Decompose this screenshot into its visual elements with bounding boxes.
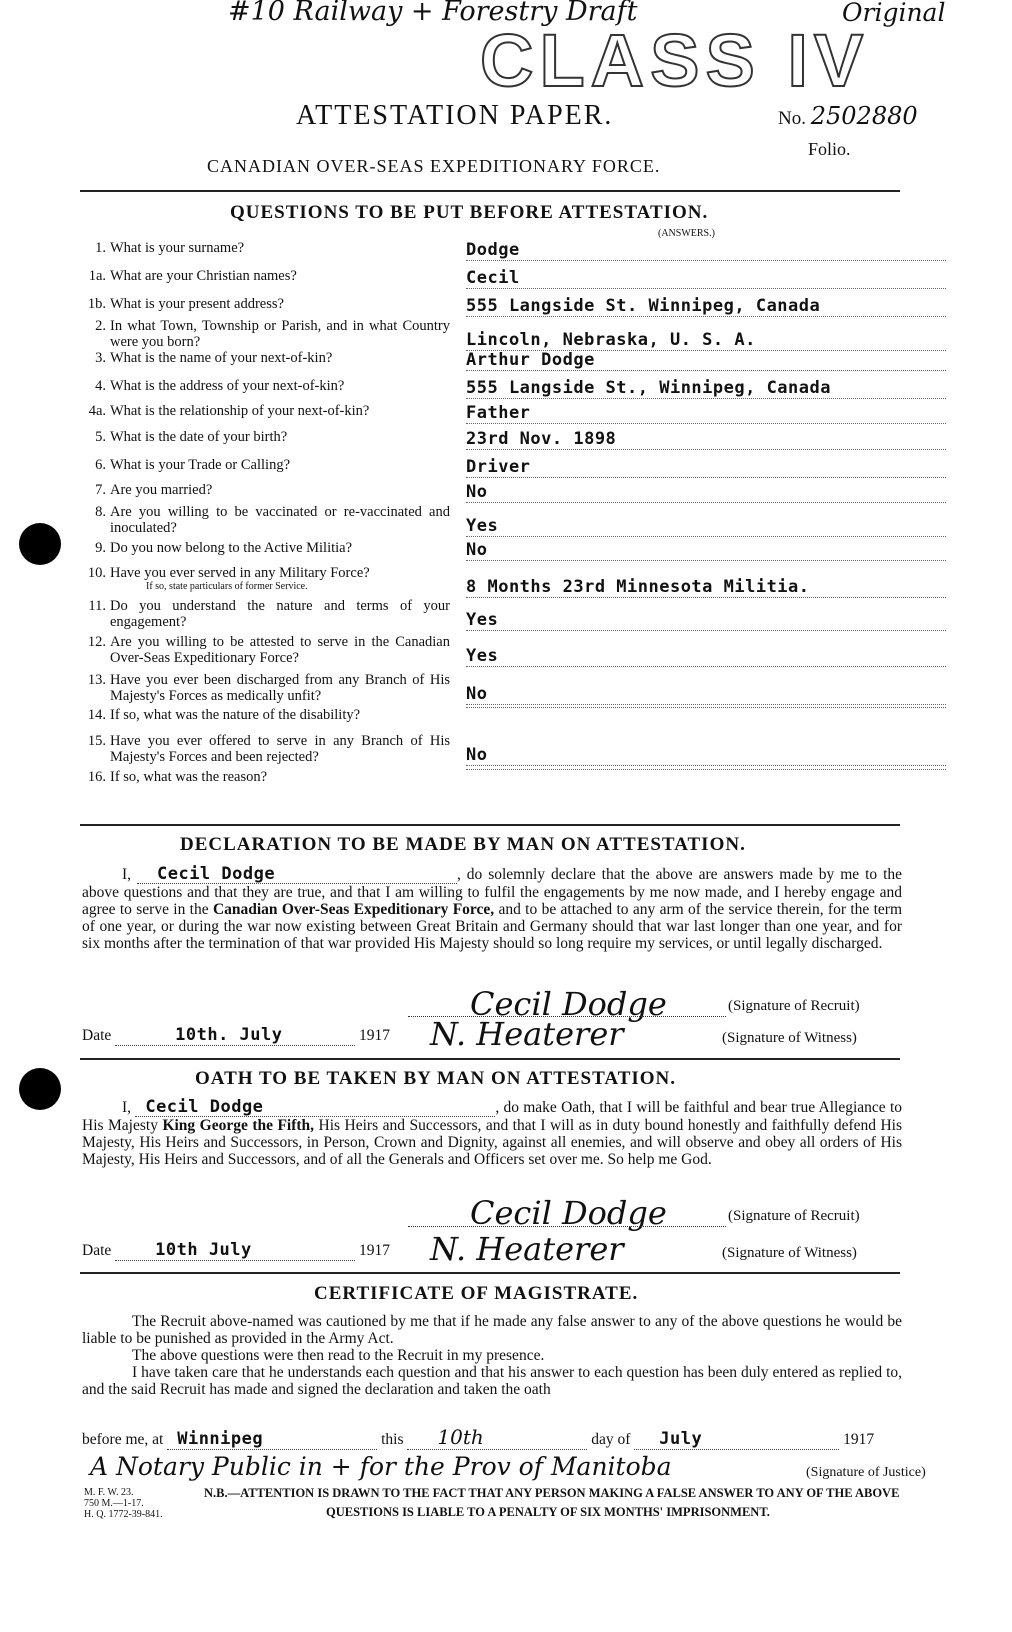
certificate-place-row bbox=[82, 1425, 874, 1450]
declaration-text-bold: Canadian Over-Seas Expeditionary Force, bbox=[212, 901, 495, 918]
serial-number-label: No. bbox=[778, 108, 806, 129]
declaration-text-2: and to be attached to any arm of the service therein, for the term of one year, or during the war now existing between Great Britain and Germany should that war last longer than one year, and for six months after the termination of that war provided His Majesty should so long require my services, or until legally discharged. bbox=[82, 901, 902, 952]
question-text: In what Town, Township or Parish, and in what Country were you born? bbox=[110, 318, 450, 350]
answer-field: 8 Months 23rd Minnesota Militia. bbox=[466, 577, 946, 598]
question-text: What is your present address? bbox=[110, 296, 284, 312]
answer-field: Driver bbox=[466, 457, 946, 478]
question-row bbox=[76, 565, 966, 597]
certificate-para-2: The above questions were then read to the Recruit in my presence. bbox=[132, 1347, 545, 1364]
question-text: What is the address of your next-of-kin? bbox=[110, 378, 345, 394]
oath-date-row bbox=[82, 1240, 390, 1261]
oath-heading: OATH TO BE TAKEN BY MAN ON ATTESTATION. bbox=[195, 1068, 677, 1089]
answer-field: Cecil bbox=[466, 268, 946, 289]
question-row bbox=[76, 540, 966, 558]
question-number: 16. bbox=[87, 769, 106, 785]
question-text: Have you ever offered to serve in any Branch of His Majesty's Forces and been rejected? bbox=[110, 733, 450, 765]
questions-list bbox=[76, 0, 966, 820]
question-text: Are you willing to be attested to serve in the Canadian Over-Seas Expeditionary Force? bbox=[110, 634, 450, 666]
answers-label: (ANSWERS.) bbox=[658, 228, 715, 239]
answer-field: 555 Langside St., Winnipeg, Canada bbox=[466, 378, 946, 399]
certificate-year: 1917 bbox=[843, 1431, 875, 1448]
oath-year: 1917 bbox=[359, 1242, 391, 1259]
top-handwriting: #10 Railway + Forestry Draft bbox=[228, 0, 638, 27]
question-text: What are your Christian names? bbox=[110, 268, 297, 284]
question-number: 8. bbox=[95, 504, 106, 520]
form-code-2: 750 M.—1-17. bbox=[84, 1498, 144, 1509]
answer-field: 23rd Nov. 1898 bbox=[466, 429, 946, 450]
declaration-text-1: , do solemnly declare that the above are answers made by me to the above questions and that they are true, and that I am willing to fulfil the engagements by me now made, and I hereby engage and agree to serve in the bbox=[82, 866, 903, 918]
answer-field: Lincoln, Nebraska, U. S. A. bbox=[466, 330, 946, 351]
question-row bbox=[76, 457, 966, 475]
answer-field: Dodge bbox=[466, 240, 946, 261]
certificate-para-3: I have taken care that he understands each question and that his answer to each question has been duly entered as replied to, and the said Recruit has made and signed the declaration and taken the oath bbox=[82, 1364, 902, 1398]
answer-field: Arthur Dodge bbox=[466, 350, 946, 371]
answer-field bbox=[466, 707, 946, 708]
form-codes bbox=[84, 1487, 163, 1520]
question-row bbox=[76, 707, 966, 725]
folio-label: Folio. bbox=[808, 139, 851, 159]
answer-field: Yes bbox=[466, 516, 946, 537]
question-row bbox=[76, 296, 966, 314]
oath-text-2: His Heirs and Successors, and that I will as in duty bound honestly and faithfully defend His Majesty, His Heirs and Successors, in Person, Crown and Dignity, against all enemies, and will observe and obey all orders of His Majesty, His Heirs and Successors, and of all the Generals and Officers set over me. So help me God. bbox=[82, 1117, 903, 1168]
question-text: If so, what was the reason? bbox=[110, 769, 268, 785]
oath-text-bold: King George the Fifth, bbox=[162, 1117, 315, 1134]
punch-hole-bottom bbox=[19, 1068, 61, 1110]
page-title: ATTESTATION PAPER. bbox=[296, 100, 614, 131]
question-number: 4a. bbox=[88, 403, 106, 419]
serial-number-value: 2502880 bbox=[810, 102, 918, 130]
question-text: Have you ever been discharged from any Branch of His Majesty's Forces as medically unfit? bbox=[110, 672, 450, 704]
oath-divider bbox=[80, 1272, 900, 1274]
question-row bbox=[76, 268, 966, 286]
question-number: 5. bbox=[95, 429, 106, 445]
certificate-this-label: this bbox=[381, 1431, 404, 1448]
declaration-date-label: Date bbox=[82, 1027, 112, 1044]
footer-nb-line-2: QUESTIONS IS LIABLE TO A PENALTY OF SIX MONTHS' IMPRISONMENT. bbox=[326, 1505, 770, 1519]
question-row bbox=[76, 378, 966, 396]
question-text: What is the date of your birth? bbox=[110, 429, 288, 445]
declaration-prefix: I, bbox=[122, 866, 132, 883]
question-row bbox=[76, 482, 966, 500]
declaration-witness-sig-label: (Signature of Witness) bbox=[722, 1030, 857, 1046]
certificate-justice-sig-label: (Signature of Justice) bbox=[806, 1465, 926, 1480]
question-text: Do you now belong to the Active Militia? bbox=[110, 540, 353, 556]
question-text: What is your Trade or Calling? bbox=[110, 457, 291, 473]
answer-field: 555 Langside St. Winnipeg, Canada bbox=[466, 296, 946, 317]
declaration-witness-signature: N. Heaterer bbox=[430, 1015, 624, 1053]
answer-field: Yes bbox=[466, 646, 946, 667]
declaration-name: Cecil Dodge bbox=[137, 866, 457, 884]
question-text: Are you married? bbox=[110, 482, 213, 498]
question-row bbox=[76, 403, 966, 421]
oath-text-1: , do make Oath, that I will be faithful and bear true Allegiance to His Majesty bbox=[82, 1099, 903, 1134]
question-row bbox=[76, 318, 966, 350]
class-stamp: CLASS IV bbox=[480, 19, 870, 102]
questions-heading: QUESTIONS TO BE PUT BEFORE ATTESTATION. bbox=[230, 202, 709, 223]
declaration-body bbox=[82, 866, 902, 952]
question-number: 13. bbox=[87, 672, 106, 688]
oath-date-label: Date bbox=[82, 1242, 112, 1259]
answer-field: No bbox=[466, 745, 946, 766]
question-row bbox=[76, 769, 966, 787]
answer-field: Yes bbox=[466, 610, 946, 631]
question-row bbox=[76, 634, 966, 666]
question-number: 9. bbox=[95, 540, 106, 556]
question-number: 3. bbox=[95, 350, 106, 366]
certificate-month: July bbox=[634, 1429, 839, 1450]
question-number: 4. bbox=[95, 378, 106, 394]
answer-field bbox=[466, 769, 946, 770]
certificate-para-1: The Recruit above-named was cautioned by me that if he made any false answer to any of the above questions he would be liable to be punished as provided in the Army Act. bbox=[82, 1313, 902, 1347]
answer-field: No bbox=[466, 540, 946, 561]
question-number: 6. bbox=[95, 457, 106, 473]
declaration-date-value: 10th. July bbox=[115, 1025, 355, 1046]
page-subtitle: CANADIAN OVER-SEAS EXPEDITIONARY FORCE. bbox=[207, 156, 661, 176]
question-row bbox=[76, 672, 966, 704]
certificate-body bbox=[82, 1313, 902, 1398]
certificate-day-of-label: day of bbox=[591, 1431, 631, 1448]
question-text: Do you understand the nature and terms of your engagement? bbox=[110, 598, 450, 630]
question-text: What is your surname? bbox=[110, 240, 245, 256]
punch-hole-top bbox=[19, 523, 61, 565]
declaration-year: 1917 bbox=[359, 1027, 391, 1044]
question-number: 10. bbox=[87, 565, 106, 581]
form-code-3: H. Q. 1772-39-841. bbox=[84, 1509, 163, 1520]
declaration-recruit-sig-label: (Signature of Recruit) bbox=[728, 998, 860, 1014]
question-row bbox=[76, 429, 966, 447]
oath-recruit-sig-line bbox=[408, 1226, 726, 1227]
declaration-recruit-signature: Cecil Dodge bbox=[470, 985, 667, 1023]
answer-field: No bbox=[466, 482, 946, 503]
oath-recruit-sig-label: (Signature of Recruit) bbox=[728, 1208, 860, 1224]
question-row bbox=[76, 504, 966, 536]
question-text: Are you willing to be vaccinated or re-vaccinated and inoculated? bbox=[110, 504, 450, 536]
oath-name: Cecil Dodge bbox=[135, 1099, 495, 1117]
question-number: 1. bbox=[95, 240, 106, 256]
declaration-divider bbox=[80, 1058, 900, 1060]
question-number: 12. bbox=[87, 634, 106, 650]
oath-recruit-signature: Cecil Dodge bbox=[470, 1194, 667, 1232]
question-number: 11. bbox=[88, 598, 106, 614]
question-number: 2. bbox=[95, 318, 106, 334]
certificate-place: Winnipeg bbox=[167, 1429, 377, 1450]
oath-body bbox=[82, 1099, 902, 1168]
question-text: What is the relationship of your next-of-kin? bbox=[110, 403, 370, 419]
answer-field: No bbox=[466, 684, 946, 705]
question-number: 14. bbox=[87, 707, 106, 723]
questions-divider bbox=[80, 824, 900, 826]
form-code-1: M. F. W. 23. bbox=[84, 1487, 134, 1498]
original-note: Original bbox=[842, 0, 946, 27]
certificate-justice-handwriting: A Notary Public in + for the Prov of Manitoba bbox=[90, 1452, 672, 1481]
question-row bbox=[76, 598, 966, 630]
answer-field: Father bbox=[466, 403, 946, 424]
footer-nb-line-1: N.B.—ATTENTION IS DRAWN TO THE FACT THAT ANY PERSON MAKING A FALSE ANSWER TO ANY OF THE ABOVE bbox=[204, 1486, 900, 1500]
question-note: If so, state particulars of former Service. bbox=[146, 581, 308, 592]
question-number: 7. bbox=[95, 482, 106, 498]
certificate-before-label: before me, at bbox=[82, 1431, 164, 1448]
oath-witness-sig-label: (Signature of Witness) bbox=[722, 1245, 857, 1261]
question-number: 1a. bbox=[88, 268, 106, 284]
question-text: Have you ever served in any Military Force? bbox=[110, 565, 370, 581]
question-row bbox=[76, 733, 966, 765]
declaration-heading: DECLARATION TO BE MADE BY MAN ON ATTESTATION. bbox=[180, 834, 746, 855]
question-number: 1b. bbox=[87, 296, 106, 312]
question-text: If so, what was the nature of the disability? bbox=[110, 707, 361, 723]
question-text: What is the name of your next-of-kin? bbox=[110, 350, 333, 366]
oath-date-value: 10th July bbox=[115, 1240, 355, 1261]
question-row bbox=[76, 240, 966, 258]
oath-witness-signature: N. Heaterer bbox=[430, 1230, 624, 1268]
question-number: 15. bbox=[87, 733, 106, 749]
oath-prefix: I, bbox=[122, 1099, 132, 1116]
certificate-heading: CERTIFICATE OF MAGISTRATE. bbox=[314, 1283, 639, 1304]
question-row bbox=[76, 350, 966, 368]
certificate-day: 10th bbox=[407, 1425, 587, 1450]
declaration-date-row bbox=[82, 1025, 390, 1046]
